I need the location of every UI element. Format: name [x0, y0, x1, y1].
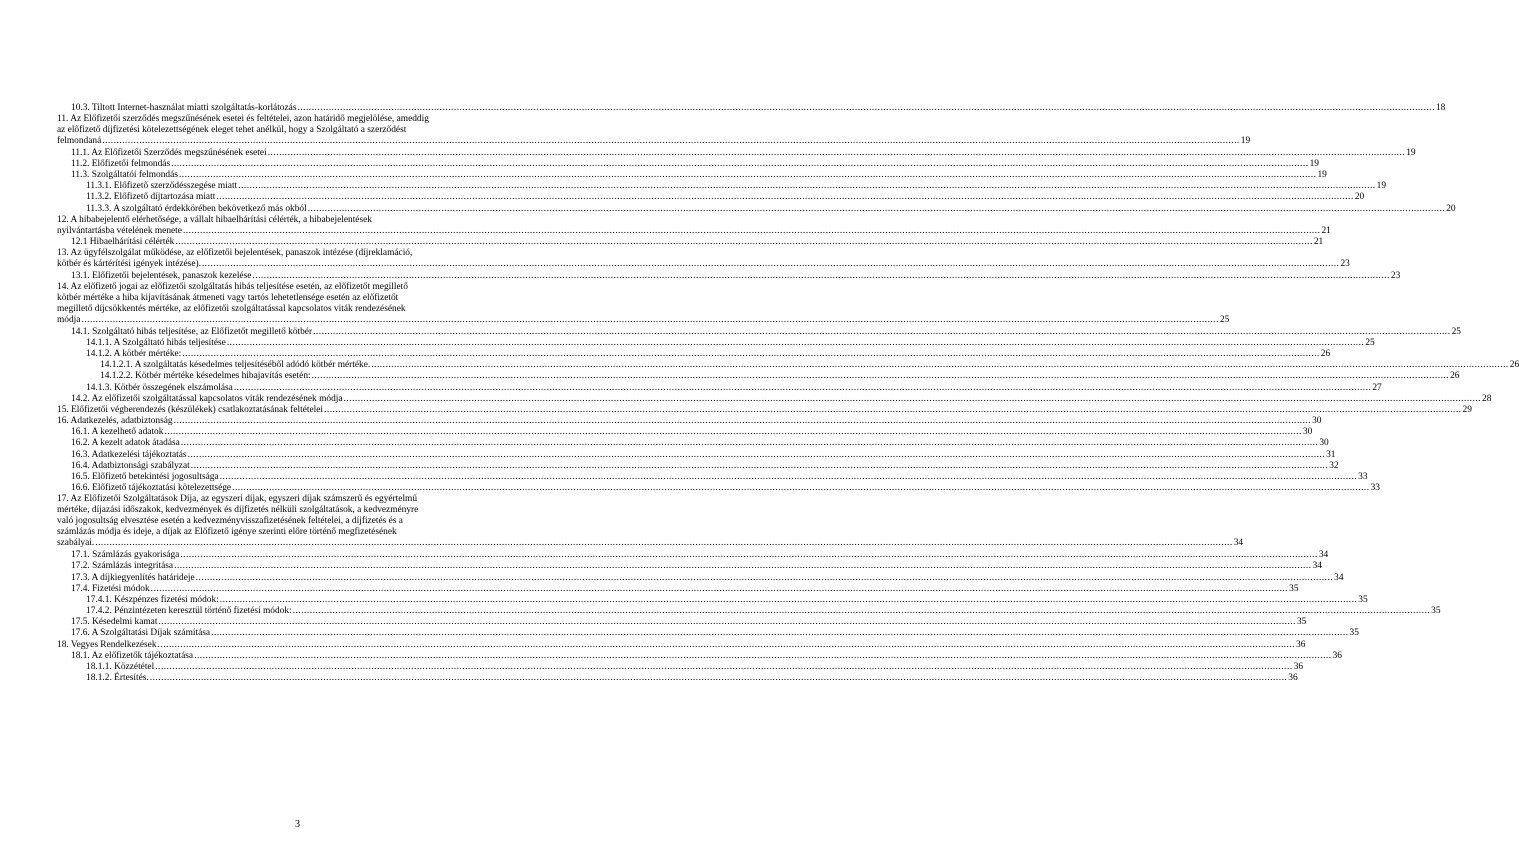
toc-dot-leader: ................................................................................................................................................................................................................................................................................................................................................................................................................ — [174, 561, 1312, 572]
toc-dot-leader: ................................................................................................................................................................................................................................................................................................................................................................................................................ — [201, 259, 1340, 270]
toc-dot-leader: ................................................................................................................................................................................................................................................................................................................................................................................................................ — [187, 449, 1326, 460]
toc-entry[interactable] — [86, 348, 1331, 360]
toc-entry-title-line: 17. Az Előfizetői Szolgáltatások Díja, az egyszeri díjak, egyszeri díjak számszerű és egyértelmű — [57, 494, 418, 505]
toc-page-number: 19 — [1376, 181, 1387, 192]
toc-entry[interactable] — [86, 181, 1387, 192]
toc-dot-leader: ................................................................................................................................................................................................................................................................................................................................................................................................................ — [102, 136, 1240, 147]
toc-dot-leader: ................................................................................................................................................................................................................................................................................................................................................................................................................ — [292, 606, 1431, 617]
toc-page-number: 35 — [1358, 594, 1368, 605]
toc-entry-title: 17.4.2. Pénzintézeten keresztül történő fizetési módok: — [86, 606, 292, 617]
toc-entry-title-line: kötbér mértéke a hiba kijavításának átmeneti vagy tartós lehetetlensége esetén az előfizetőt — [57, 292, 399, 303]
toc-dot-leader: ................................................................................................................................................................................................................................................................................................................................................................................................................ — [267, 147, 1406, 158]
toc-entry-title: 11.3.2. Előfizető díjtartozása miatt — [86, 192, 216, 203]
toc-entry[interactable] — [71, 617, 1307, 628]
toc-dot-leader: ................................................................................................................................................................................................................................................................................................................................................................................................................ — [158, 617, 1296, 628]
toc-entry-title: 11.2. Előfizetői felmondás — [71, 158, 171, 169]
toc-dot-leader: ................................................................................................................................................................................................................................................................................................................................................................................................................ — [232, 483, 1370, 494]
toc-entry[interactable] — [100, 371, 1460, 382]
toc-dot-leader: ................................................................................................................................................................................................................................................................................................................................................................................................................ — [211, 628, 1349, 639]
toc-entry-title: felmondaná — [57, 136, 102, 147]
toc-entry[interactable] — [71, 393, 1492, 405]
toc-entry-title: 11.1. Az Előfizetői Szerződés megszűnésének esetei — [71, 147, 267, 158]
toc-page-number: 21 — [1321, 225, 1331, 236]
toc-page-number: 35 — [1296, 617, 1307, 628]
toc-page-number: 19 — [1240, 136, 1251, 147]
toc-entry[interactable] — [86, 662, 1304, 673]
toc-dot-leader: ................................................................................................................................................................................................................................................................................................................................................................................................................ — [307, 203, 1446, 214]
toc-page-number: 25 — [1219, 314, 1230, 325]
toc-entry[interactable] — [57, 248, 1350, 270]
toc-page-number: 33 — [1370, 483, 1380, 494]
toc-entry-title-line: 12. A hibabejelentő elérhetősége, a vállalt hibaelhárítási célérték, a hibabejelentések — [57, 214, 372, 225]
toc-entry[interactable] — [71, 147, 1416, 159]
toc-entry-title: 16.1. A kezelhető adatok — [71, 427, 164, 438]
toc-entry[interactable] — [71, 583, 1299, 595]
toc-page-number: 23 — [1340, 259, 1350, 270]
toc-page-number: 20 — [1446, 203, 1456, 214]
toc-entry[interactable] — [86, 203, 1456, 215]
toc-entry-title: 16. Adatkezelés, adatbiztonság — [57, 416, 173, 427]
toc-page-number: 35 — [1349, 628, 1359, 639]
toc-entry-title: 17.3. A díjkiegyenlítés határideje — [71, 572, 195, 583]
toc-dot-leader: ................................................................................................................................................................................................................................................................................................................................................................................................................ — [180, 438, 1319, 449]
toc-dot-leader: ................................................................................................................................................................................................................................................................................................................................................................................................................ — [150, 583, 1289, 594]
toc-entry[interactable] — [57, 404, 1472, 416]
toc-entry-title: 18.1.2. Értesítés. — [86, 673, 149, 684]
toc-entry[interactable] — [57, 639, 1306, 651]
toc-entry[interactable] — [86, 337, 1375, 349]
toc-entry[interactable] — [71, 550, 1329, 561]
toc-page-number: 36 — [1332, 650, 1342, 661]
toc-dot-leader: ................................................................................................................................................................................................................................................................................................................................................................................................................ — [149, 673, 1288, 684]
toc-dot-leader: ................................................................................................................................................................................................................................................................................................................................................................................................................ — [324, 404, 1462, 415]
toc-page-number: 36 — [1293, 662, 1304, 672]
toc-entry[interactable] — [71, 438, 1329, 449]
toc-entry-title: 14.1.2. A kötbér mértéke: — [86, 348, 182, 359]
toc-entry-title: 18. Vegyes Rendelkezések — [57, 639, 157, 650]
toc-page-number: 25 — [1451, 326, 1461, 337]
toc-entry-title-line: számlázás módja és ideje, a díjak az Előfizető igénye szerinti előre történő megfizetésének — [57, 527, 397, 538]
toc-dot-leader: ................................................................................................................................................................................................................................................................................................................................................................................................................ — [216, 192, 1354, 203]
toc-entry[interactable] — [57, 494, 1244, 549]
toc-entry-title-line: 14. Az előfizető jogai az előfizetői szolgáltatás hibás teljesítése esetén, az előfizetőt megillető — [57, 281, 408, 292]
toc-entry-title: nyilvántartásba vételének menete — [57, 225, 182, 236]
toc-entry-title: módja — [57, 314, 81, 325]
toc-entry[interactable] — [86, 192, 1365, 203]
toc-entry-title: 17.1. Számlázás gyakorisága — [71, 550, 180, 561]
toc-dot-leader: ................................................................................................................................................................................................................................................................................................................................................................................................................ — [164, 427, 1302, 438]
toc-entry-title: 14.1.3. Kötbér összegének elszámolása — [86, 382, 233, 393]
toc-entry-title: 18.1. Az előfizetők tájékoztatása — [71, 650, 194, 661]
toc-page-number: 26 — [1450, 371, 1460, 382]
toc-entry-title: 17.6. A Szolgáltatási Díjak számítása — [71, 628, 211, 639]
toc-page-number: 19 — [1406, 147, 1416, 158]
toc-page-number: 27 — [1372, 382, 1382, 393]
toc-page-number: 33 — [1358, 471, 1368, 482]
toc-entry-title: 14.1.2.1. A szolgáltatás késedelmes teljesítéséből adódó kötbér mértéke. — [100, 360, 371, 371]
toc-entry[interactable] — [100, 360, 1519, 371]
toc-entry[interactable] — [71, 449, 1336, 461]
toc-entry[interactable] — [71, 326, 1461, 338]
toc-page-number: 31 — [1326, 449, 1336, 460]
toc-dot-leader: ................................................................................................................................................................................................................................................................................................................................................................................................................ — [195, 572, 1334, 583]
toc-dot-leader: ................................................................................................................................................................................................................................................................................................................................................................................................................ — [219, 471, 1358, 482]
toc-page-number: 30 — [1312, 416, 1322, 427]
toc-page-number: 30 — [1302, 427, 1313, 438]
toc-entry[interactable] — [71, 460, 1339, 472]
toc-entry[interactable] — [71, 237, 1324, 248]
toc-page-number: 19 — [1317, 170, 1327, 181]
toc-dot-leader: ................................................................................................................................................................................................................................................................................................................................................................................................................ — [95, 538, 1233, 549]
toc-entry[interactable] — [86, 673, 1298, 684]
toc-entry-title: 13.1. Előfizetői bejelentések, panaszok kezelése — [71, 270, 252, 281]
toc-entry-title: 17.4.1. Készpénzes fizetési módok: — [86, 594, 219, 605]
toc-page-number: 29 — [1462, 404, 1472, 415]
toc-dot-leader: ................................................................................................................................................................................................................................................................................................................................................................................................................ — [219, 594, 1358, 605]
toc-dot-leader: ................................................................................................................................................................................................................................................................................................................................................................................................................ — [155, 662, 1293, 672]
toc-dot-leader: ................................................................................................................................................................................................................................................................................................................................................................................................................ — [180, 550, 1318, 561]
toc-entry-title: 15. Előfizetői végberendezés (készülékek) csatlakoztatásának feltételei — [57, 404, 324, 415]
toc-page-number: 26 — [1320, 348, 1331, 359]
toc-entry-title-line: megillető díjcsökkentés mértéke, az előfizetői szolgáltatással kapcsolatos viták rendezésének — [57, 303, 406, 314]
toc-dot-leader: ................................................................................................................................................................................................................................................................................................................................................................................................................ — [178, 170, 1317, 181]
toc-entry[interactable] — [57, 416, 1322, 427]
toc-entry[interactable] — [71, 483, 1380, 494]
toc-page-number: 34 — [1233, 538, 1244, 549]
toc-entry[interactable] — [71, 650, 1342, 662]
toc-dot-leader: ................................................................................................................................................................................................................................................................................................................................................................................................................ — [343, 393, 1482, 404]
toc-entry-title: 11.3.3. A szolgáltató érdekkörében bekövetkező más okból — [86, 203, 307, 214]
toc-entry[interactable] — [71, 158, 1319, 170]
toc-dot-leader: ................................................................................................................................................................................................................................................................................................................................................................................................................ — [233, 382, 1372, 393]
toc-entry[interactable] — [86, 594, 1368, 606]
toc-dot-leader: ................................................................................................................................................................................................................................................................................................................................................................................................................ — [371, 360, 1509, 371]
toc-entry[interactable] — [71, 628, 1359, 639]
toc-entry-title: 18.1.1. Közzététel — [86, 662, 155, 672]
toc-entry[interactable] — [71, 103, 1446, 114]
toc-entry[interactable] — [57, 214, 1331, 237]
toc-page-number: 34 — [1312, 561, 1322, 572]
toc-entry-title: 14.1.2.2. Kötbér mértéke késedelmes hibajavítás esetén: — [100, 371, 311, 382]
toc-entry-title: 16.3. Adatkezelési tájékoztatás — [71, 449, 187, 460]
toc-page-number: 20 — [1354, 192, 1365, 203]
toc-entry-title: 11.3.1. Előfizető szerződésszegése miatt — [86, 181, 238, 192]
toc-dot-leader: ................................................................................................................................................................................................................................................................................................................................................................................................................ — [226, 337, 1365, 348]
toc-entry-title: 11.3. Szolgáltatói felmondás — [71, 170, 178, 181]
toc-entry-title: kötbér és kártérítési igények intézése). — [57, 259, 201, 270]
toc-page-number: 21 — [1313, 237, 1324, 248]
toc-entry[interactable] — [57, 281, 1230, 326]
toc-page-number: 36 — [1296, 639, 1306, 650]
toc-dot-leader: ................................................................................................................................................................................................................................................................................................................................................................................................................ — [175, 237, 1313, 248]
toc-entry-title: 14.1. Szolgáltató hibás teljesítése, az Előfizetőt megillető kötbér — [71, 326, 313, 337]
toc-page-number: 23 — [1390, 270, 1401, 281]
toc-page-number: 34 — [1318, 550, 1329, 561]
toc-entry[interactable] — [86, 382, 1382, 394]
toc-entry[interactable] — [71, 170, 1327, 181]
page-number: 3 — [295, 819, 300, 830]
toc-dot-leader: ................................................................................................................................................................................................................................................................................................................................................................................................................ — [190, 460, 1329, 471]
toc-entry-title: 17.4. Fizetési módok — [71, 583, 150, 594]
toc-page-number: 28 — [1482, 393, 1492, 404]
toc-page-number: 25 — [1365, 337, 1375, 348]
toc-page-number: 19 — [1309, 158, 1319, 169]
toc-page-number: 36 — [1288, 673, 1298, 684]
toc-dot-leader: ................................................................................................................................................................................................................................................................................................................................................................................................................ — [171, 158, 1309, 169]
toc-dot-leader: ................................................................................................................................................................................................................................................................................................................................................................................................................ — [157, 639, 1296, 650]
toc-dot-leader: ................................................................................................................................................................................................................................................................................................................................................................................................................ — [182, 225, 1321, 236]
toc-entry-title-line: 13. Az ügyfélszolgálat működése, az előfizetői bejelentések, panaszok intézése (díjreklamáció, — [57, 248, 413, 259]
toc-entry[interactable] — [57, 114, 1251, 147]
toc-dot-leader: ................................................................................................................................................................................................................................................................................................................................................................................................................ — [173, 416, 1312, 427]
toc-entry-title-line: 11. Az Előfizetői szerződés megszűnésének esetei és feltételei, azon határidő megjelölése, ameddig — [57, 114, 429, 125]
toc-entry[interactable] — [71, 471, 1368, 483]
toc-entry-title: 16.4. Adatbiztonsági szabályzat — [71, 460, 190, 471]
toc-dot-leader: ................................................................................................................................................................................................................................................................................................................................................................................................................ — [194, 650, 1332, 661]
toc-page-number: 18 — [1435, 103, 1446, 113]
toc-page-number: 34 — [1334, 572, 1344, 583]
toc-page-number: 32 — [1329, 460, 1339, 471]
toc-dot-leader: ................................................................................................................................................................................................................................................................................................................................................................................................................ — [297, 103, 1435, 113]
toc-entry-title: 16.5. Előfizető betekintési jogosultsága — [71, 471, 219, 482]
toc-page-number: 30 — [1319, 438, 1329, 449]
toc-entry[interactable] — [71, 427, 1313, 438]
toc-entry-title: 16.6. Előfizető tájékoztatási kötelezettsége — [71, 483, 232, 494]
toc-dot-leader: ................................................................................................................................................................................................................................................................................................................................................................................................................ — [252, 270, 1390, 281]
toc-entry[interactable] — [86, 606, 1441, 617]
toc-dot-leader: ................................................................................................................................................................................................................................................................................................................................................................................................................ — [81, 314, 1219, 325]
toc-entry-title: 17.2. Számlázás integritása — [71, 561, 174, 572]
toc-page-number: 35 — [1431, 606, 1441, 617]
toc-entry[interactable] — [71, 270, 1401, 282]
toc-entry-title: szabályai. — [57, 538, 95, 549]
toc-entry-title: 10.3. Tiltott Internet-használat miatti szolgáltatás-korlátozás — [71, 103, 297, 113]
toc-entry-title-line: mértéke, díjazási időszakok, kedvezmények és díjfizetés nélküli szolgáltatások, a kedvezményre — [57, 505, 419, 516]
toc-dot-leader: ................................................................................................................................................................................................................................................................................................................................................................................................................ — [238, 181, 1376, 192]
toc-entry[interactable] — [71, 572, 1344, 584]
toc-page-number: 26 — [1509, 360, 1519, 371]
toc-page-number: 35 — [1289, 583, 1299, 594]
toc-entry-title-line: az előfizető díjfizetési kötelezettségének eleget tehet anélkül, hogy a Szolgáltató a szerződést — [57, 125, 407, 136]
toc-dot-leader: ................................................................................................................................................................................................................................................................................................................................................................................................................ — [313, 326, 1451, 337]
toc-dot-leader: ................................................................................................................................................................................................................................................................................................................................................................................................................ — [311, 371, 1450, 382]
toc-entry-title: 12.1 Hibaelhárítási célérték — [71, 237, 175, 248]
toc-dot-leader: ................................................................................................................................................................................................................................................................................................................................................................................................................ — [182, 348, 1320, 359]
toc-entry-title: 14.1.1. A Szolgáltató hibás teljesítése — [86, 337, 226, 348]
toc-entry-title: 14.2. Az előfizetői szolgáltatással kapcsolatos viták rendezésének módja — [71, 393, 343, 404]
toc-entry-title-line: való jogosultság elvesztése esetén a kedvezményvisszafizetésének feltételei, a díjfizetés és a — [57, 516, 403, 527]
toc-entry-title: 16.2. A kezelt adatok átadása — [71, 438, 180, 449]
toc-entry[interactable] — [71, 561, 1322, 572]
toc-entry-title: 17.5. Késedelmi kamat — [71, 617, 158, 628]
